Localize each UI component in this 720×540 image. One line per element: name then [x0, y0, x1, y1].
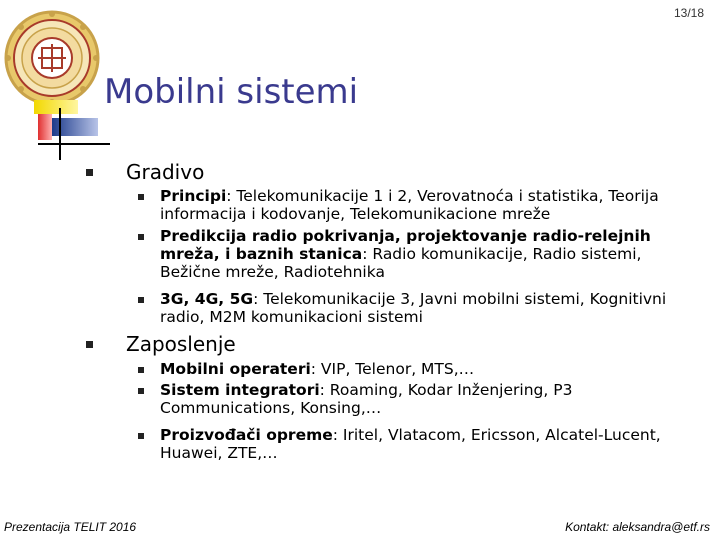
item-keyword: Proizvođači opreme	[160, 426, 333, 444]
square-bullet-icon	[86, 341, 93, 348]
item-text: : Roaming, Kodar Inženjering, P3 Communications, Konsing,…	[160, 381, 573, 417]
page-title: Mobilni sistemi	[104, 72, 359, 112]
square-bullet-icon	[138, 367, 144, 373]
item-text: : Telekomunikacije 3, Javni mobilni sistemi, Kognitivni radio, M2M komunikacioni sistemi	[160, 290, 667, 326]
item-text: : Iritel, Vlatacom, Ericsson, Alcatel-Lucent, Huawei, ZTE,…	[160, 426, 661, 462]
square-bullet-icon	[138, 297, 144, 303]
section-label: Gradivo	[126, 160, 205, 184]
square-bullet-icon	[138, 433, 144, 439]
item-text: : VIP, Telenor, MTS,…	[310, 360, 475, 378]
slide-number: 13/18	[673, 6, 704, 20]
square-bullet-icon	[138, 388, 144, 394]
item-keyword: 3G, 4G, 5G	[160, 290, 254, 308]
square-bullet-icon	[138, 194, 144, 200]
footer-presentation: Prezentacija TELIT 2016	[4, 520, 137, 534]
square-bullet-icon	[86, 169, 93, 176]
item-keyword: Principi	[160, 187, 227, 205]
item-keyword: Mobilni operateri	[160, 360, 311, 378]
item-keyword: Sistem integratori	[160, 381, 320, 399]
item-text: : Radio komunikacije, Radio sistemi, Bežične mreže, Radiotehnika	[160, 245, 642, 281]
section-label: Zaposlenje	[126, 332, 236, 356]
item-keyword: Predikcija radio pokrivanja, projektovanje radio-relejnih mreža, i baznih stanica	[160, 227, 651, 263]
item-text: : Telekomunikacije 1 i 2, Verovatnoća i statistika, Teorija informacija i kodovanje, Telekomunikacione mreže	[160, 187, 659, 223]
square-bullet-icon	[138, 234, 144, 240]
footer-contact: Kontakt: aleksandra@etf.rs	[565, 520, 710, 534]
